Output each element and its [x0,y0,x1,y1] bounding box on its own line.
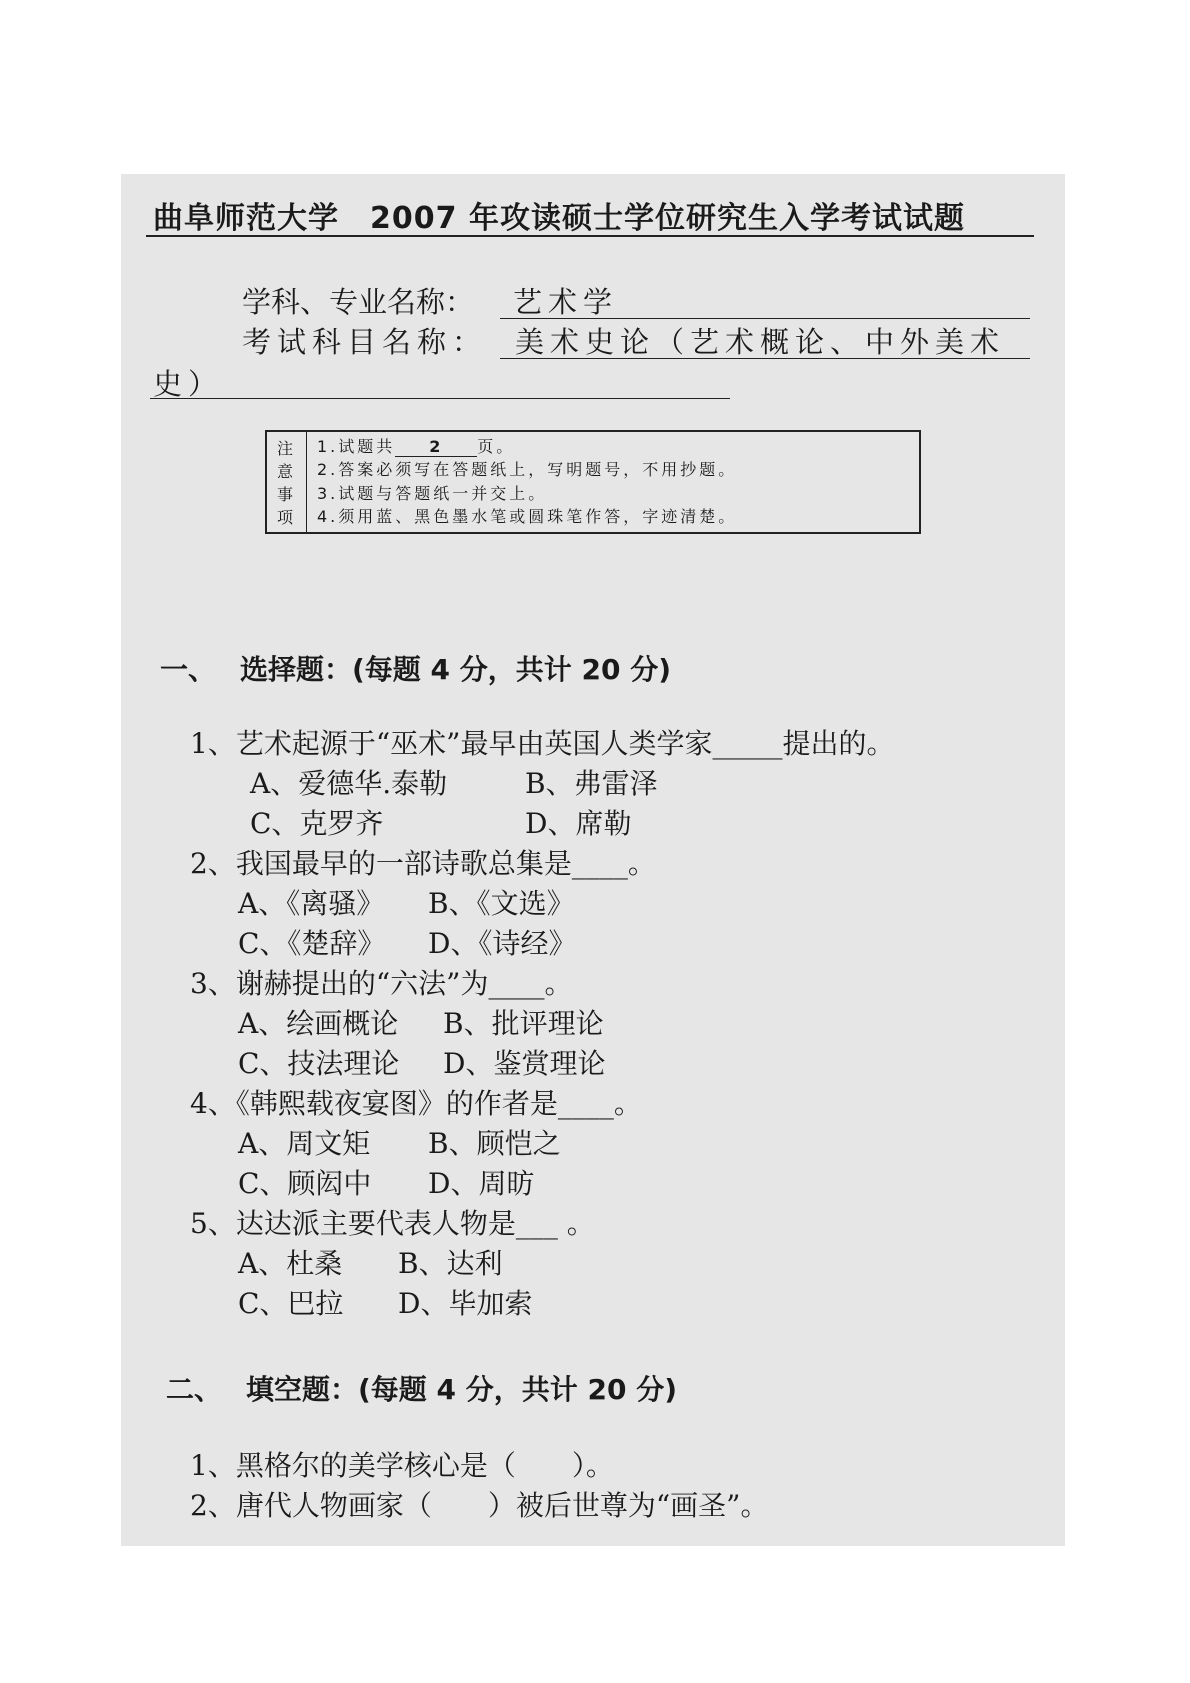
options-q1-row1 [250,762,658,802]
major-underline [500,318,1030,319]
option: B、批评理论 [443,1007,604,1040]
option: B、弗雷泽 [525,767,658,800]
option: D、鉴赏理论 [443,1047,606,1080]
notice-line-4: 4.须用蓝、黑色墨水笔或圆珠笔作答，字迹清楚。 [317,506,738,526]
option: A、杜桑 [238,1247,343,1280]
section-title: 填空题：(每题 4 分，共计 20 分) [246,1373,678,1406]
section-heading-2 [166,1368,677,1408]
option: D、席勒 [525,807,632,840]
notice-body [317,436,913,528]
question-5: 5、达达派主要代表人物是___ 。 [190,1207,595,1240]
options-q5-row2 [238,1282,532,1322]
notice-head-char: 项 [276,508,296,527]
page-count: 2 [395,438,477,457]
subject-underline-2 [150,398,730,399]
options-q3-row2 [238,1042,605,1082]
option: C、顾闳中 [238,1167,372,1200]
subject-value-line1: 美术史论（艺术概论、中外美术 [515,325,1006,359]
notice-line-1-prefix: 1.试题共 [317,437,396,456]
option: B、《文选》 [428,887,575,920]
section-title: 选择题：(每题 4 分，共计 20 分) [240,653,672,686]
fill-question-2: 2、唐代人物画家（ ）被后世尊为“画圣”。 [190,1489,769,1522]
option: C、技法理论 [238,1047,400,1080]
option: C、克罗齐 [250,807,384,840]
major-label: 学科、专业名称： [242,285,475,319]
options-q3-row1 [238,1002,604,1042]
section-number: 一、 [160,653,217,686]
question-2: 2、我国最早的一部诗歌总集是____。 [190,847,656,880]
notice-head-char: 注 [276,439,296,458]
notice-head-char: 意 [276,462,296,481]
notice-line-2: 2.答案必须写在答题纸上，写明题号，不用抄题。 [317,460,738,480]
options-q4-row1 [238,1122,561,1162]
exam-title: 曲阜师范大学 2007 年攻读硕士学位研究生入学考试试题 [153,201,965,236]
notice-heading [267,432,307,532]
option: D、《诗经》 [428,927,577,960]
subject-underline-1 [500,358,1030,359]
options-q2-row2 [238,922,576,962]
subject-value-line2: 史） [153,367,224,401]
option: A、周文矩 [238,1127,371,1160]
notice-line-1 [317,436,913,458]
options-q4-row2 [238,1162,534,1202]
notice-line-1-suffix: 页。 [477,437,516,456]
option: C、《楚辞》 [238,927,386,960]
option: C、巴拉 [238,1287,344,1320]
option: A、爱德华.泰勒 [250,767,448,800]
option: B、顾恺之 [428,1127,561,1160]
question-1: 1、艺术起源于“巫术”最早由英国人类学家_____提出的。 [190,727,895,760]
title-underline [146,235,1034,237]
option: A、《离骚》 [238,887,385,920]
question-4: 4、《韩熙载夜宴图》的作者是____。 [190,1087,642,1120]
section-number: 二、 [166,1373,223,1406]
option: B、达利 [398,1247,503,1280]
notice-head-char: 事 [276,485,296,504]
subject-label: 考试科目名称： [242,325,488,359]
options-q1-row2 [250,802,631,842]
fill-question-1: 1、黑格尔的美学核心是（ ）。 [190,1449,614,1482]
question-3: 3、谢赫提出的“六法”为____。 [190,967,573,1000]
notice-line-3: 3.试题与答题纸一并交上。 [317,483,548,503]
section-heading-1 [160,648,671,688]
major-value: 艺术学 [513,285,619,319]
option: D、周昉 [428,1167,535,1200]
option: D、毕加索 [398,1287,533,1320]
options-q2-row1 [238,882,575,922]
options-q5-row1 [238,1242,503,1282]
notice-box [265,430,921,534]
option: A、绘画概论 [238,1007,399,1040]
